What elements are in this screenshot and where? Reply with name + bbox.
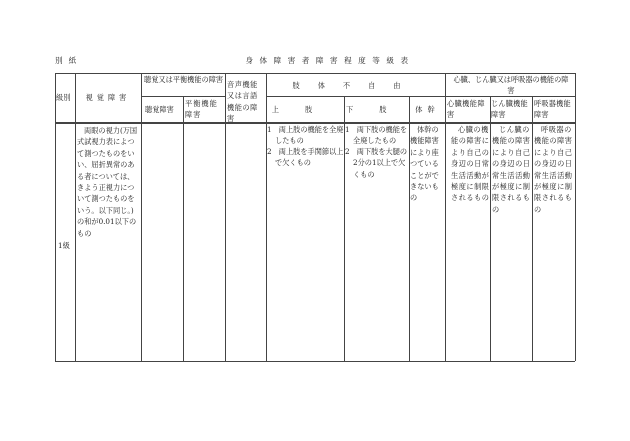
header-respiratory: 呼吸器機能障害	[534, 99, 571, 120]
header-trunk: 体幹	[415, 105, 440, 114]
row-trunk: 体幹の機能障害により座つていることができないもの	[410, 125, 439, 203]
header-lower: 下肢	[346, 105, 413, 114]
header-visual: 視覚障害	[85, 93, 131, 102]
header-kidney: じん臓機能障害	[491, 99, 528, 120]
header-hearing-balance: 聴覚又は平衡機能の障害	[144, 75, 224, 84]
header-voice: 音声機能又は言語機能の障害	[227, 80, 258, 124]
header-balance: 平衡機能障害	[185, 99, 218, 120]
header-grade: 級別	[56, 93, 71, 102]
header-limb: 肢体不自由	[292, 81, 419, 90]
row-grade: 1級	[58, 241, 70, 250]
row-heart: 心臓の機能の障害により自己の身辺の日常生活活動が極度に制限されるもの	[451, 125, 490, 203]
row-kidney: じん臓の機能の障害により自己の身辺の日常生活活動が極度に制限されるもの	[492, 125, 531, 214]
header-upper: 上肢	[271, 105, 339, 114]
row-lower-1: 1 両下肢の機能を全廃したもの	[345, 125, 408, 146]
row-upper-2: 2 両上肢を手関節以上で欠くもの	[267, 147, 344, 168]
row-upper-1: 1 両上肢の機能を全廃したもの	[267, 125, 344, 146]
row-respiratory: 呼吸器の機能の障害により自己の身辺の日常生活活動が極度に制限されるもの	[534, 125, 573, 214]
header-heart: 心臓機能障害	[447, 99, 485, 120]
appendix-label: 別紙	[55, 56, 83, 65]
row-visual: 両眼の視力(万国式試視力表によつて測つたものをいい、屈折異常のある者については、きよう正視力について測つたものをいう。以下同じ。)の和が0.01以下のもの	[77, 126, 138, 238]
header-hearing: 聴覚障害	[145, 105, 174, 114]
page-title: 身体障害者障害程度等級表	[245, 56, 415, 65]
row-lower-2: 2 両下肢を大腿の2分の1以上で欠くもの	[345, 147, 408, 179]
header-internal: 心臓、じん臓又は呼吸器の機能の障害	[453, 75, 569, 96]
